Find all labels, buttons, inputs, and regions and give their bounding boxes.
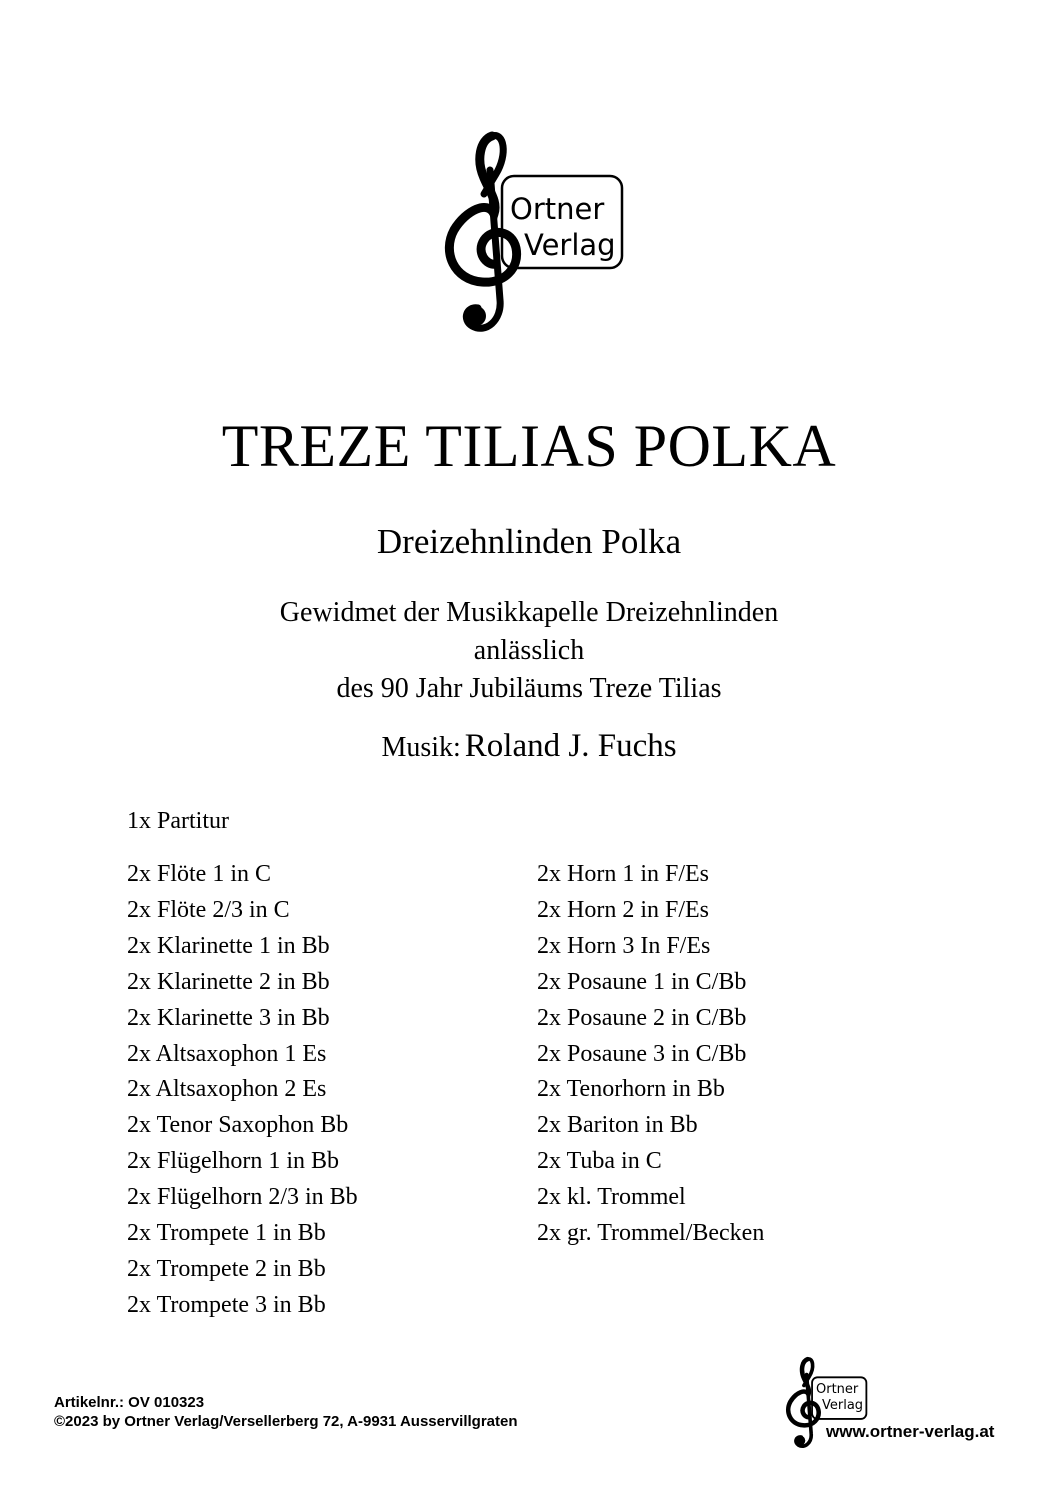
logo-text-line2: Verlag <box>524 228 616 262</box>
part-left-item: 2x Trompete 2 in Bb <box>127 1255 326 1282</box>
dedication-line-3: des 90 Jahr Jubiläums Treze Tilias <box>336 673 722 704</box>
part-right-item: 2x Tuba in C <box>537 1148 662 1175</box>
article-number: Artikelnr.: OV 010323 <box>54 1394 205 1411</box>
part-left-item: 2x Klarinette 1 in Bb <box>127 932 330 959</box>
parts-list-right <box>537 857 764 1252</box>
part-left-item: 2x Altsaxophon 1 Es <box>127 1040 327 1067</box>
music-label: Musik: <box>381 732 461 763</box>
part-right-item: 2x kl. Trommel <box>537 1184 686 1211</box>
part-left-item: 2x Tenor Saxophon Bb <box>127 1112 349 1139</box>
composer-credit <box>0 728 1058 765</box>
dedication-line-2: anlässlich <box>473 635 585 666</box>
logo-small-text-line1: Ortner <box>816 1382 859 1397</box>
dedication-line-1: Gewidmet der Musikkapelle Dreizehnlinden <box>279 597 779 628</box>
part-right-item: 2x Horn 2 in F/Es <box>537 896 710 923</box>
part-right-item: 2x Horn 1 in F/Es <box>537 861 710 887</box>
part-right-item: 2x Horn 3 In F/Es <box>537 932 711 959</box>
score-line: 1x Partitur <box>127 808 229 834</box>
logo-small-text-line2: Verlag <box>822 1398 864 1413</box>
part-left-item: 2x Flöte 1 in C <box>127 861 272 887</box>
logo-text-line1: Ortner <box>510 192 605 226</box>
part-right-item: 2x Posaune 3 in C/Bb <box>537 1040 747 1067</box>
part-right-item: 2x Posaune 1 in C/Bb <box>537 968 747 995</box>
part-left-item: 2x Flöte 2/3 in C <box>127 896 290 923</box>
part-left-item: 2x Klarinette 3 in Bb <box>127 1004 330 1031</box>
part-right-item: 2x Posaune 2 in C/Bb <box>537 1004 747 1031</box>
website-link[interactable]: www.ortner-verlag.at <box>826 1422 995 1441</box>
piece-title: TREZE TILIAS POLKA <box>221 413 837 479</box>
part-left-item: 2x Altsaxophon 2 Es <box>127 1076 327 1103</box>
part-right-item: 2x Tenorhorn in Bb <box>537 1076 725 1103</box>
part-right-item: 2x gr. Trommel/Becken <box>537 1220 765 1247</box>
publisher-logo <box>440 130 630 340</box>
piece-subtitle: Dreizehnlinden Polka <box>376 522 682 561</box>
part-right-item: 2x Bariton in Bb <box>537 1112 698 1139</box>
part-left-item: 2x Klarinette 2 in Bb <box>127 968 330 995</box>
parts-list-left <box>127 857 358 1324</box>
composer-name: Roland J. Fuchs <box>464 728 677 764</box>
part-left-item: 2x Trompete 1 in Bb <box>127 1220 326 1247</box>
part-left-item: 2x Flügelhorn 1 in Bb <box>127 1148 340 1175</box>
copyright-notice: ©2023 by Ortner Verlag/Versellerberg 72, A-9931 Ausservillgraten <box>54 1413 518 1430</box>
part-left-item: 2x Flügelhorn 2/3 in Bb <box>127 1184 358 1211</box>
part-left-item: 2x Trompete 3 in Bb <box>127 1291 326 1318</box>
